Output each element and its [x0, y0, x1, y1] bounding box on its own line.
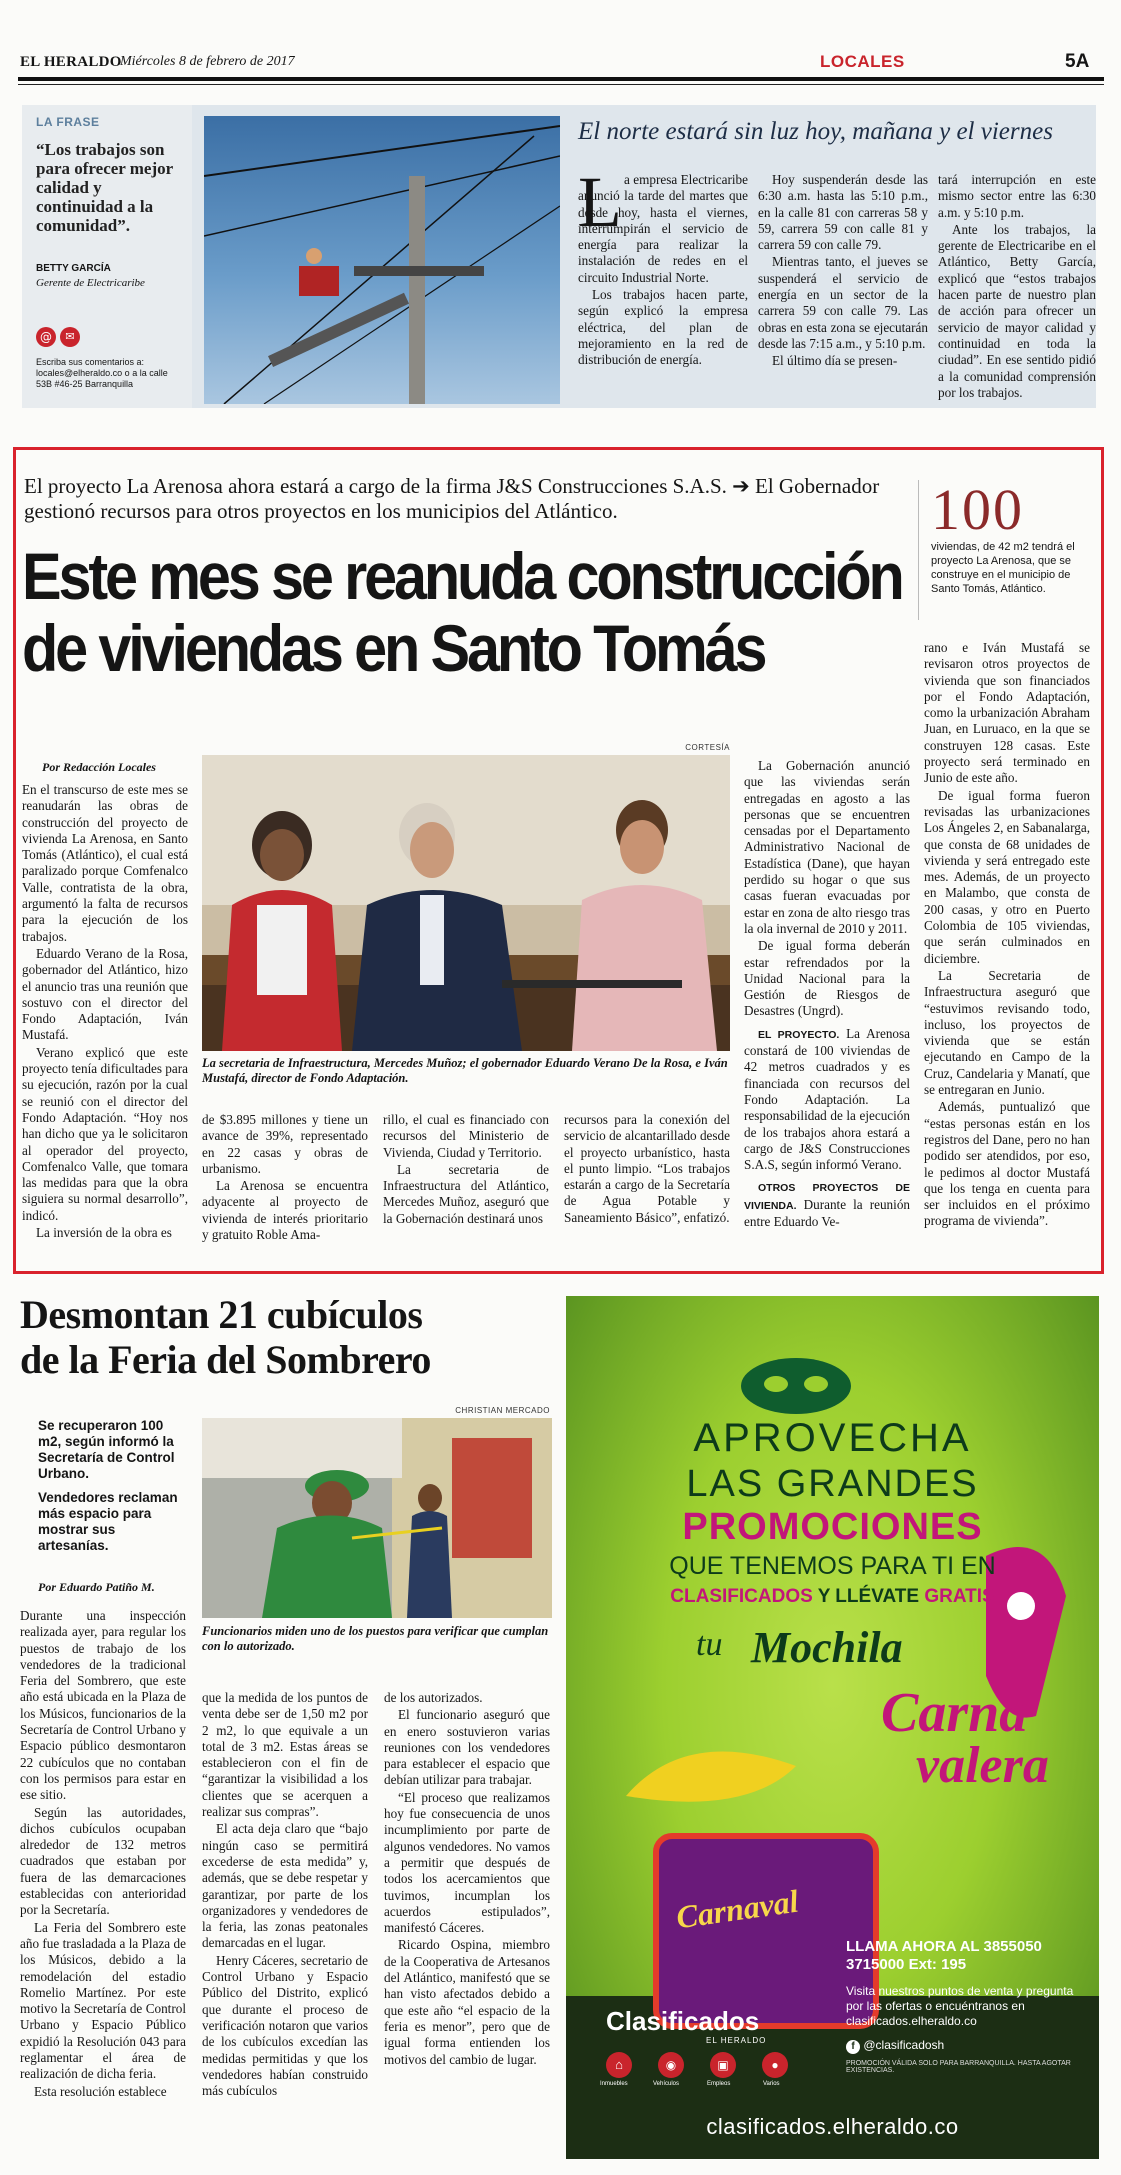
car-icon[interactable]: ◉ [658, 2052, 684, 2078]
la-frase-label: LA FRASE [36, 115, 100, 129]
main-col5-p1: La Gobernación anunció que las viviendas serán entregadas en agosto a las personas que se encuentren censadas por el Departamento Administrativo Nacional de Estadística (Dane), que hayan perdido su hogar o que sus casas fueran evacuadas por estar en zona de alto riesgo tras la ola invernal de 2010 y 2011. [744, 758, 910, 936]
main-col5-sub2 [744, 1179, 910, 1230]
meeting-photo [202, 755, 730, 1051]
power-line-illustration [204, 116, 560, 404]
sub1-text: La Arenosa constará de 100 viviendas de 42 metros cuadrados y es financiada con recursos del Fondo Adaptación. La responsabilidad de la ejecución de los trabajos ahora estará a cargo de J&S Construcciones S.A.S, según informó Verano. [744, 1025, 911, 1173]
dropcap: L [578, 162, 622, 242]
main-col1-p3: Verano explicó que este proyecto tenía dificultades para su ejecución, razón por la cual se reunió con el director del Fondo Adaptación. “Hoy nos han dicho que ya le solicitaron al operador del proyecto, Comfenalco Valle, que tomara las medidas para que la obra siguiera su normal desarrollo”, indicó. [22, 1044, 188, 1223]
header-date: Miércoles 8 de febrero de 2017 [120, 54, 295, 69]
stat-number: 100 [931, 477, 1024, 542]
main-col1-p1: En el transcurso de este mes se reanudarán las obras de construcción del proyecto de vivienda La Arenosa, en Santo Tomás (Atlántico), el cual está paralizado porque Comfenalco Valle, contratista de la obra, argumentó la falta de recursos para la ejecución de los trabajos. [22, 782, 188, 944]
ad-line4: QUE TENEMOS PARA TI EN [669, 1552, 996, 1580]
main-col3-p2: La secretaria de Infraestructura del Atlántico, Mercedes Muñoz, aseguró que la Gobernación destinará unos [383, 1161, 549, 1226]
email-icon: @ [36, 327, 56, 347]
main-col6-p4: Además, puntualizó que “estas personas están en los registros del Dane, pero no han podido ser atendidos, por eso, le pedimos al doctor Mustafá que los tenga en cuenta para ser incluidos en el próximo programa de vivienda”. [924, 1099, 1090, 1229]
quote-role: Gerente de Electricaribe [36, 277, 145, 289]
bottom-col2-p3: Henry Cáceres, secretario de Control Urbano y Espacio Público del Distrito, explicó que durante el proceso de verificación notaron que varios de los cubículos excedían las medidas permitidas y que los vendedores habían construido más cubículos [202, 1952, 368, 2099]
main-headline-line2: de viviendas en Santo Tomás [22, 611, 765, 685]
main-col4 [564, 1112, 730, 1227]
stat-box [918, 477, 1101, 620]
ad-line5c: GRATIS [924, 1586, 995, 1607]
bottom-headline-line1: Desmontan 21 cubículos [20, 1292, 423, 1337]
more-icon[interactable]: ● [762, 2052, 788, 2078]
main-col6-p1: rano e Iván Mustafá se revisaron otros proyectos de vivienda que son financiados por el Fondo Adaptación, como la urbanización Abraham Juan, en Luruaco, en la que se construyen 128 casas. Este proyecto será terminado en Junio de este año. [924, 640, 1090, 786]
ad-url[interactable]: clasificados.elheraldo.co [706, 2114, 959, 2139]
main-col2 [202, 1112, 368, 1244]
market-photo [202, 1418, 552, 1618]
ad-brand: Clasificados [606, 2006, 760, 2036]
top-col3-p1: tará interrupción en este mismo sector entre las 6:30 a.m. y 5:10 p.m. [938, 172, 1096, 220]
main-col1 [22, 782, 188, 1242]
ad-line1: APROVECHA [693, 1416, 972, 1460]
ad-line5b: Y LLÉVATE [817, 1586, 920, 1607]
briefcase-icon[interactable]: ▣ [710, 2052, 736, 2078]
house-icon[interactable]: ⌂ [606, 2052, 632, 2078]
bottom-col1-p3: La Feria del Sombrero este año fue trasladada a la Plaza de los Músicos, debido a la remodelación del estadio Romelio Martínez. Por este motivo la Secretaría de Control Urbano y Espacio Público expidió la Resolución 043 para reglamentar el área de realización de dicha feria. [20, 1919, 186, 2082]
clasificados-ad[interactable] [566, 1296, 1099, 2159]
header-rule [18, 77, 1104, 81]
power-line-photo [204, 116, 560, 404]
facebook-icon: f [846, 2040, 860, 2054]
cat-label-3: Varios [763, 2081, 780, 2087]
bottom-col1-p2: Según las autoridades, dichos cubículos ocupaban alrededor de 132 metros cuadrados que estaban por fuera de las demarcaciones establecidas con anterioridad por la Secretaría. [20, 1804, 186, 1918]
bottom-col1 [20, 1608, 186, 2101]
bottom-col1-p4: Esta resolución establece [34, 2083, 167, 2099]
stat-text: viviendas, de 42 m2 tendrá el proyecto La Arenosa, que se construye en el municipio de Santo Tomás, Atlántico. [931, 541, 1075, 595]
ad-tu: tu [696, 1626, 723, 1663]
bottom-photo-credit: CHRISTIAN MERCADO [455, 1406, 550, 1415]
main-kicker: El proyecto La Arenosa ahora estará a cargo de la firma J&S Construcciones S.A.S. ➔ El Gobernador gestionó recursos para otros proyectos en los municipios del Atlántico. [24, 474, 880, 523]
sub1-label: EL PROYECTO. [758, 1028, 840, 1041]
ad-call[interactable]: LLAMA AHORA AL 3855050 [846, 1938, 1042, 1955]
main-col3 [383, 1112, 549, 1228]
cat-label-1: Vehículos [653, 2081, 680, 2087]
sub2-label: OTROS PROYECTOS DE VIVIENDA. [744, 1182, 910, 1212]
top-col2-p1: Hoy suspenderán desde las 6:30 a.m. hasta las 5:10 p.m., en la calle 81 con carreras 58 y 59, carrera 59 con calle 81 y carrera 59 con calle 79. [758, 172, 928, 253]
la-frase-quote: “Los trabajos son para ofrecer mejor calidad y continuidad a la comunidad”. [36, 140, 173, 235]
top-story-headline: El norte estará sin luz hoy, mañana y el viernes [578, 118, 1053, 145]
bottom-headline [20, 1292, 560, 1382]
cat-label-0: Inmuebles [600, 2081, 628, 2087]
sub2-text: Durante la reunión entre Eduardo Ve- [744, 1196, 911, 1230]
ad-legal: PROMOCIÓN VÁLIDA SOLO PARA BARRANQUILLA. HASTA AGOTAR EXISTENCIAS. [846, 2060, 1071, 2074]
bottom-col3-p2: El funcionario aseguró que en enero sostuvieron varias reuniones con los vendedores para establecer el espacio que debían utilizar para trabajar. [384, 1707, 550, 1788]
main-col2-p1: de $3.895 millones y tiene un avance de 39%, representado en 22 casas y obras de urbanismo. [202, 1112, 368, 1176]
bottom-photo-caption: Funcionarios miden uno de los puestos para verificar que cumplan con lo autorizado. [202, 1624, 549, 1653]
bottom-summary-2: Vendedores reclaman más espacio para mostrar sus artesanías. [38, 1490, 178, 1553]
masthead: EL HERALDO [20, 54, 122, 70]
top-story-col3 [938, 172, 1096, 402]
main-col5 [744, 758, 910, 1231]
main-byline: Por Redacción Locales [42, 760, 156, 774]
main-headline-line1: Este mes se reanuda construcción [22, 539, 902, 613]
contact-info: Escriba sus comentarios a: locales@elheraldo.co o a la calle 53B #46-25 Barranquilla [36, 357, 168, 389]
main-col2-p2: La Arenosa se encuentra adyacente al proyecto de vivienda de interés prioritario y gratuito Roble Ama- [202, 1178, 368, 1243]
bottom-col3 [384, 1690, 550, 2069]
main-col5-p2: De igual forma deberán estar refrendados por la Unidad Nacional para la Gestión de Riesgos de Desastres (Ungrd). [744, 938, 910, 1019]
ad-fb-handle: @clasificadosh [863, 2038, 945, 2052]
main-col6 [924, 640, 1090, 1231]
ad-bag-text: Carnaval [674, 1882, 801, 1936]
main-col3-p1: rillo, el cual es financiado con recursos del Ministerio de Vivienda, Ciudad y Territorio. [383, 1112, 549, 1160]
top-col2-p2: Mientras tanto, el jueves se suspenderá el servicio de energía en un sector de la carrera 59 con calle 79. Las obras en esta zona se ejecutarán desde las 7:15 a.m., y 5:10 p.m. [758, 254, 928, 351]
bottom-col3-p1: de los autorizados. [384, 1690, 483, 1705]
meeting-illustration [202, 755, 730, 1051]
mail-icon: ✉ [60, 327, 80, 347]
section-name: LOCALES [820, 52, 905, 71]
bottom-summary-1: Se recuperaron 100 m2, según informó la Secretaría de Control Urbano. [38, 1418, 175, 1481]
bottom-byline: Por Eduardo Patiño M. [38, 1580, 155, 1594]
top-story-col1 [578, 162, 748, 370]
ad-visit: Visita nuestros puntos de venta y pregunta por las ofertas o encuéntranos en clasificados.elheraldo.co [846, 1984, 1074, 2028]
ad-facebook[interactable] [846, 2038, 944, 2054]
ad-mochila: Mochila [751, 1623, 903, 1672]
ad-brand-sub: EL HERALDO [706, 2036, 767, 2045]
top-col3-p2: Ante los trabajos, la gerente de Electricaribe en el Atlántico, Betty García, explicó que “estos trabajos hacen parte de nuestro plan de acción para ofrecer un servicio de mayor calidad y continuidad en toda la ciudad”. En ese sentido pidió a la comunidad comprensión por los trabajos. [938, 221, 1096, 400]
comment-icons [36, 327, 96, 351]
page-header [18, 50, 1102, 80]
cat-label-2: Empleos [707, 2081, 731, 2087]
top-story-col2 [758, 172, 928, 371]
main-col4-p1: recursos para la conexión del servicio de alcantarillado desde el proyecto urbanístico, hasta el punto limpio. “Los trabajos estarán a cargo de la Secretaría de Agua Potable y Saneamiento Básico”, enfatizó. [564, 1112, 730, 1225]
main-col6-p2: De igual forma fueron revisadas las urbanizaciones Los Ángeles 2, en Sabanalarga, que consta de 68 unidades de vivienda y será entregado este mes. Además, de un proyecto en Malambo, que consta de 200 casas, y otro en Puerto Colombia de 105 viviendas, que serán culminados en diciembre. [924, 787, 1091, 966]
ad-call2[interactable]: 3715000 Ext: 195 [846, 1956, 967, 1973]
bottom-col3-p4: Ricardo Ospina, miembro de la Cooperativa de Artesanos del Atlántico, manifestó que se han visto afectados debido a que este año “el espacio de la feria es menor”, pero que de igual forma entienden los motivos del cambio de lugar. [384, 1937, 550, 2067]
page-number: 5A [1065, 51, 1090, 72]
la-frase-box [22, 105, 192, 408]
ad-valera: valera [916, 1737, 1049, 1794]
bottom-col2 [202, 1690, 368, 2100]
bottom-col1-p1: Durante una inspección realizada ayer, para regular los puestos de trabajo de los vendedores de la tradicional Feria del Sombrero, que este año está ubicada en la Plaza de los Músicos, funcionarios de la Secretaría de Control Urbano y Espacio público desmontaron 22 cubículos que no contaban con los permisos para estar en ese sitio. [20, 1608, 186, 1803]
main-headline [22, 540, 922, 684]
header-rule-thin [18, 84, 1104, 85]
bottom-col2-p1: que la medida de los puntos de venta debe ser de 1,50 m2 por 2 m2, lo que equivale a un total de 3 m2. Estas áreas se establecieron con el fin de “garantizar la visibilidad a los clientes que se acerquen a realizar sus compras”. [202, 1690, 368, 1820]
ad-line3: PROMOCIONES [682, 1506, 983, 1548]
ad-carna: Carna [881, 1682, 1028, 1744]
bottom-headline-line2: de la Feria del Sombrero [20, 1337, 431, 1382]
ad-line5 [566, 1586, 1099, 1608]
main-col5-sub1 [744, 1026, 910, 1174]
market-illustration [202, 1418, 552, 1618]
top-col2-p3: El último día se presen- [772, 353, 898, 369]
top-col1-p2: Los trabajos hacen parte, según explicó la empresa eléctrica, del plan de mejoramiento en la red de distribución de energía. [578, 287, 748, 368]
main-col1-p4: La inversión de la obra es [36, 1225, 172, 1241]
bottom-col3-p3: “El proceso que realizamos hoy fue consecuencia de unos incumplimiento por parte de algunos vendedores. No vamos a permitir que después de todos los acercamientos que tuvimos, incumplan los acuerdos estipulados”, manifestó Cáceres. [384, 1789, 550, 1936]
ad-line2: LAS GRANDES [686, 1463, 979, 1505]
main-col6-p3: La Secretaria de Infraestructura aseguró que “estuvimos revisando todo, incluso, los proyectos de vivienda que se están ejecutando en Campo de la Cruz, Candelaria y Manatí, que se entregaran en Junio. [924, 967, 1090, 1098]
ad-line5a: CLASIFICADOS [670, 1586, 813, 1607]
bottom-col2-p2: El acta deja claro que “bajo ningún caso se permitirá excederse de esta medida” y, además, que se debe respetar y garantizar, por parte de los organizadores y vendedores de la feria, las zonas peatonales demarcadas en el lugar. [202, 1821, 368, 1951]
main-photo-credit: CORTESÍA [685, 743, 730, 752]
ad-category-icons [600, 2052, 826, 2092]
main-photo-caption: La secretaria de Infraestructura, Mercedes Muñoz; el gobernador Eduardo Verano De la Rosa, e Iván Mustafá, director de Fondo Adaptación. [202, 1056, 728, 1085]
top-col1-p1: a empresa Electricaribe anunció la tarde del martes que desde hoy, hasta el viernes, interrumpirán el servicio de energía para realizar la instalación de redes en el circuito Industrial Norte. [578, 172, 748, 285]
main-col1-p2: Eduardo Verano de la Rosa, gobernador del Atlántico, hizo el anuncio tras una reunión que sostuvo con el director del Fondo Adaptación, Iván Mustafá. [22, 945, 188, 1043]
quote-author: BETTY GARCÍA [36, 263, 111, 274]
